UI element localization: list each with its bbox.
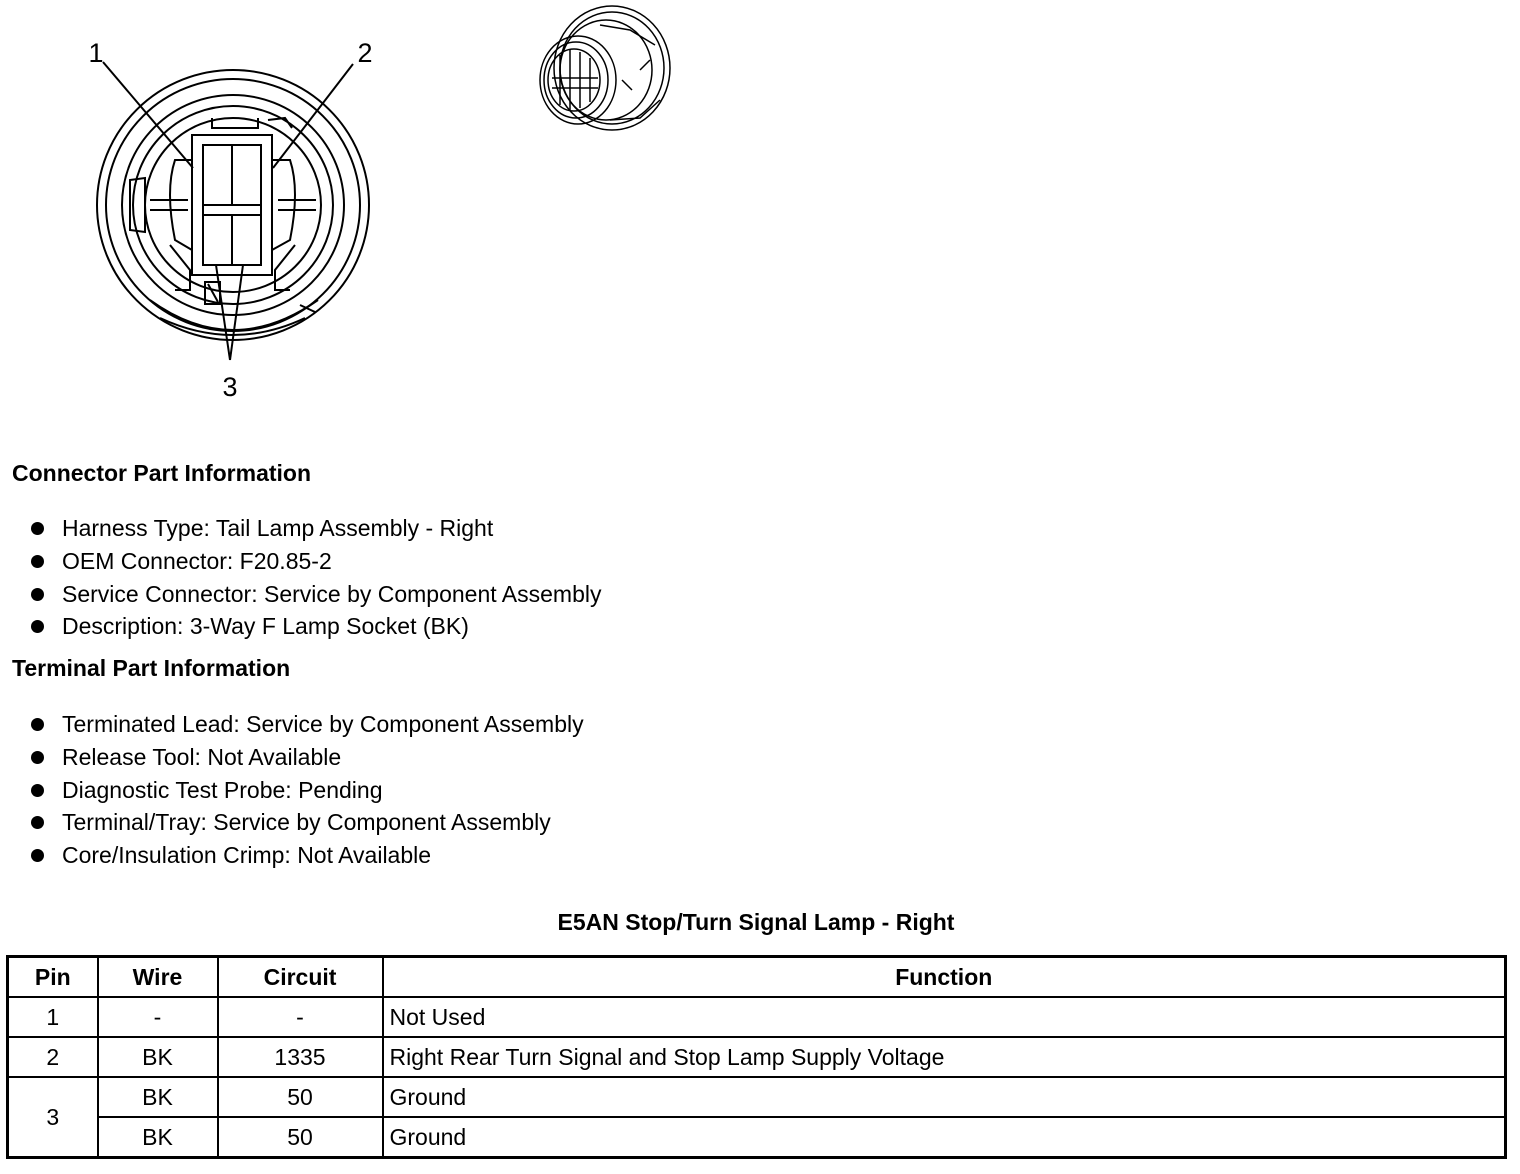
pin-label-3: 3 (222, 372, 238, 402)
column-header-function: Function (383, 957, 1506, 998)
circuit-cell: - (218, 997, 383, 1037)
terminal-info-list (30, 708, 584, 872)
bullet-icon (31, 849, 44, 862)
wire-cell: BK (98, 1117, 218, 1158)
circuit-cell: 50 (218, 1077, 383, 1117)
terminal-info-heading: Terminal Part Information (12, 655, 291, 681)
list-item: Diagnostic Test Probe: Pending (30, 774, 584, 807)
bullet-icon (31, 620, 44, 633)
pinout-table (6, 955, 1507, 1159)
bullet-icon (31, 588, 44, 601)
table-title: E5AN Stop/Turn Signal Lamp - Right (557, 909, 955, 935)
function-cell: Ground (383, 1117, 1506, 1158)
table-row (8, 1037, 1506, 1077)
function-cell: Right Rear Turn Signal and Stop Lamp Supply Voltage (383, 1037, 1506, 1077)
bullet-icon (31, 522, 44, 535)
bullet-icon (31, 816, 44, 829)
wire-cell: BK (98, 1037, 218, 1077)
table-row (8, 1077, 1506, 1117)
connector-perspective-image (530, 0, 680, 140)
connector-info-list (30, 512, 601, 643)
pin-cell: 2 (8, 1037, 98, 1077)
column-header-wire: Wire (98, 957, 218, 998)
pin-label-2: 2 (357, 38, 373, 68)
list-item: OEM Connector: F20.85-2 (30, 545, 601, 578)
list-item: Terminated Lead: Service by Component Assembly (30, 708, 584, 741)
bullet-icon (31, 751, 44, 764)
list-item: Terminal/Tray: Service by Component Assembly (30, 806, 584, 839)
pin-label-1: 1 (88, 38, 104, 68)
bullet-icon (31, 555, 44, 568)
list-item: Core/Insulation Crimp: Not Available (30, 839, 584, 872)
pin-cell: 1 (8, 997, 98, 1037)
pin-cell: 3 (8, 1077, 98, 1158)
table-header-row (8, 957, 1506, 998)
wire-cell: - (98, 997, 218, 1037)
function-cell: Ground (383, 1077, 1506, 1117)
list-item: Harness Type: Tail Lamp Assembly - Right (30, 512, 601, 545)
circuit-cell: 1335 (218, 1037, 383, 1077)
connector-info-heading: Connector Part Information (12, 460, 312, 486)
circuit-cell: 50 (218, 1117, 383, 1158)
wire-cell: BK (98, 1077, 218, 1117)
list-item: Service Connector: Service by Component Assembly (30, 578, 601, 611)
list-item: Release Tool: Not Available (30, 741, 584, 774)
column-header-circuit: Circuit (218, 957, 383, 998)
table-row (8, 1117, 1506, 1158)
bullet-icon (31, 718, 44, 731)
bullet-icon (31, 784, 44, 797)
connector-face-diagram (80, 30, 400, 410)
table-row (8, 997, 1506, 1037)
list-item: Description: 3-Way F Lamp Socket (BK) (30, 610, 601, 643)
function-cell: Not Used (383, 997, 1506, 1037)
column-header-pin: Pin (8, 957, 98, 998)
